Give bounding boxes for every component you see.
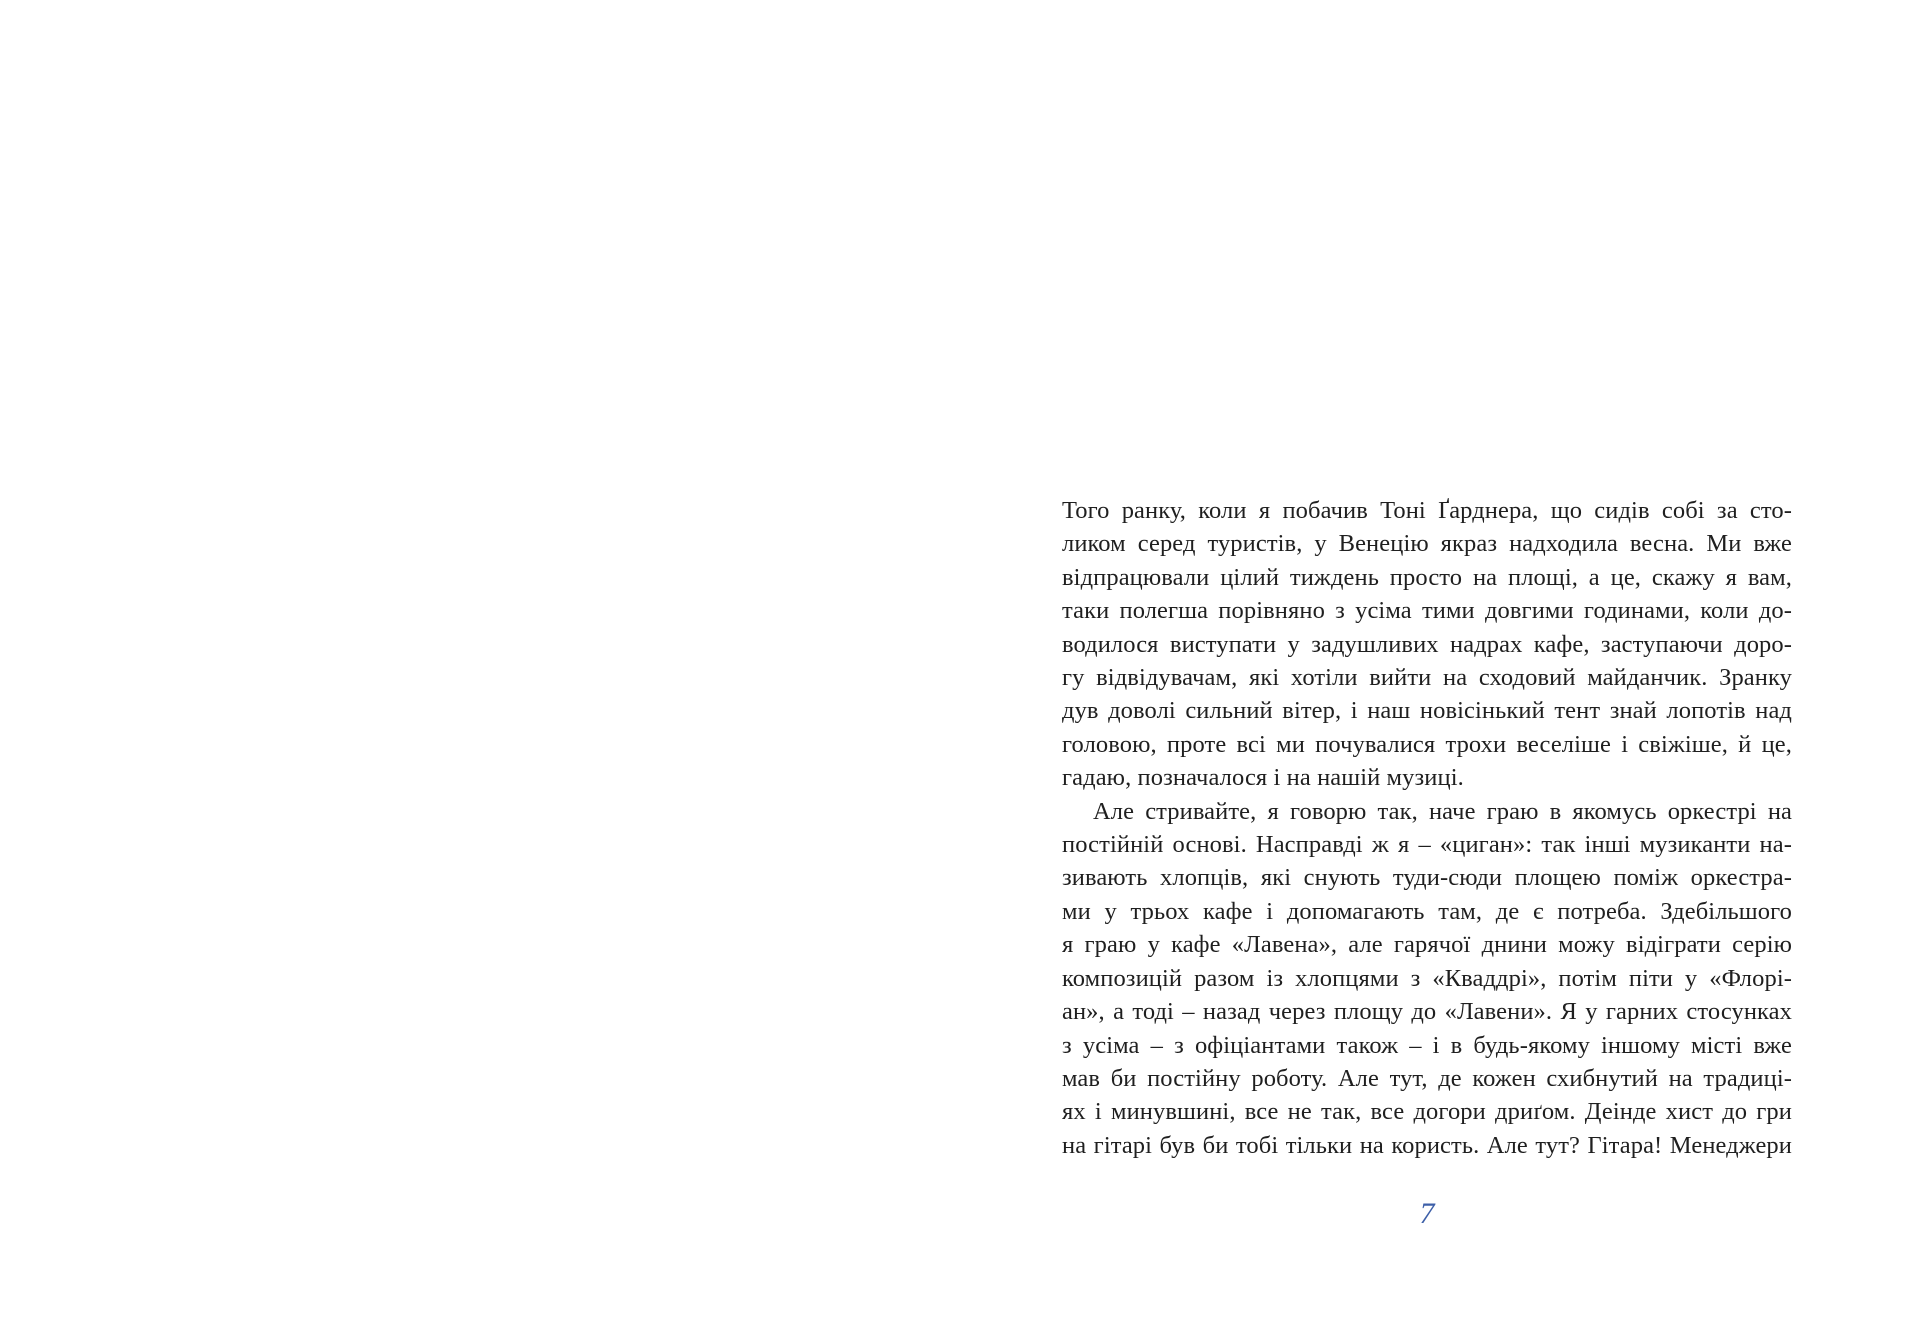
text-line: я граю у кафе «Лавена», але гарячої днини можу відіграти серію [1062,931,1792,959]
text-line: з усіма – з офіціантами також – і в будь-якому іншому місті вже [1062,1031,1792,1059]
page-number: 7 [1419,1197,1435,1230]
text-line: відпрацювали цілий тиждень просто на площі, а це, скажу я вам, [1062,563,1792,591]
text-line: ях і минувшині, все не так, все догори дриґом. Деінде хист до гри [1062,1098,1792,1126]
text-line: таки полегша порівняно з усіма тими довгими годинами, коли до- [1062,597,1792,625]
text-line: дув доволі сильний вітер, і наш новісінький тент знай лопотів над [1062,697,1792,725]
text-line: головою, проте всі ми почувалися трохи веселіше і свіжіше, й це, [1062,730,1792,758]
text-line: ан», а тоді – назад через площу до «Лавени». Я у гарних стосунках [1062,998,1792,1026]
text-line: композицій разом із хлопцями з «Кваддрі», потім піти у «Флорі- [1062,964,1792,992]
text-line: Але стривайте, я говорю так, наче граю в якомусь оркестрі на [1093,797,1792,825]
text-line: мав би постійну роботу. Але тут, де кожен схибнутий на традиці- [1062,1064,1792,1092]
text-line: водилося виступати у задушливих надрах кафе, заступаючи доро- [1062,630,1792,658]
text-line: ликом серед туристів, у Венецію якраз надходила весна. Ми вже [1062,530,1792,558]
text-line: ми у трьох кафе і допомагають там, де є потреба. Здебільшого [1062,897,1792,925]
text-line: на гітарі був би тобі тільки на користь. Але тут? Гітара! Менеджери [1062,1131,1792,1159]
text-line: гу відвідувачам, які хотіли вийти на сходовий майданчик. Зранку [1062,664,1792,692]
text-line: постійній основі. Насправді ж я – «циган»: так інші музиканти на- [1062,831,1792,859]
text-line: Того ранку, коли я побачив Тоні Ґарднера, що сидів собі за сто- [1062,497,1792,524]
text-line: зивають хлопців, які снують туди-сюди площею поміж оркестра- [1062,864,1792,892]
text-column [1062,494,1792,1162]
text-line: гадаю, позначалося і на нашій музиці. [1062,764,1464,792]
